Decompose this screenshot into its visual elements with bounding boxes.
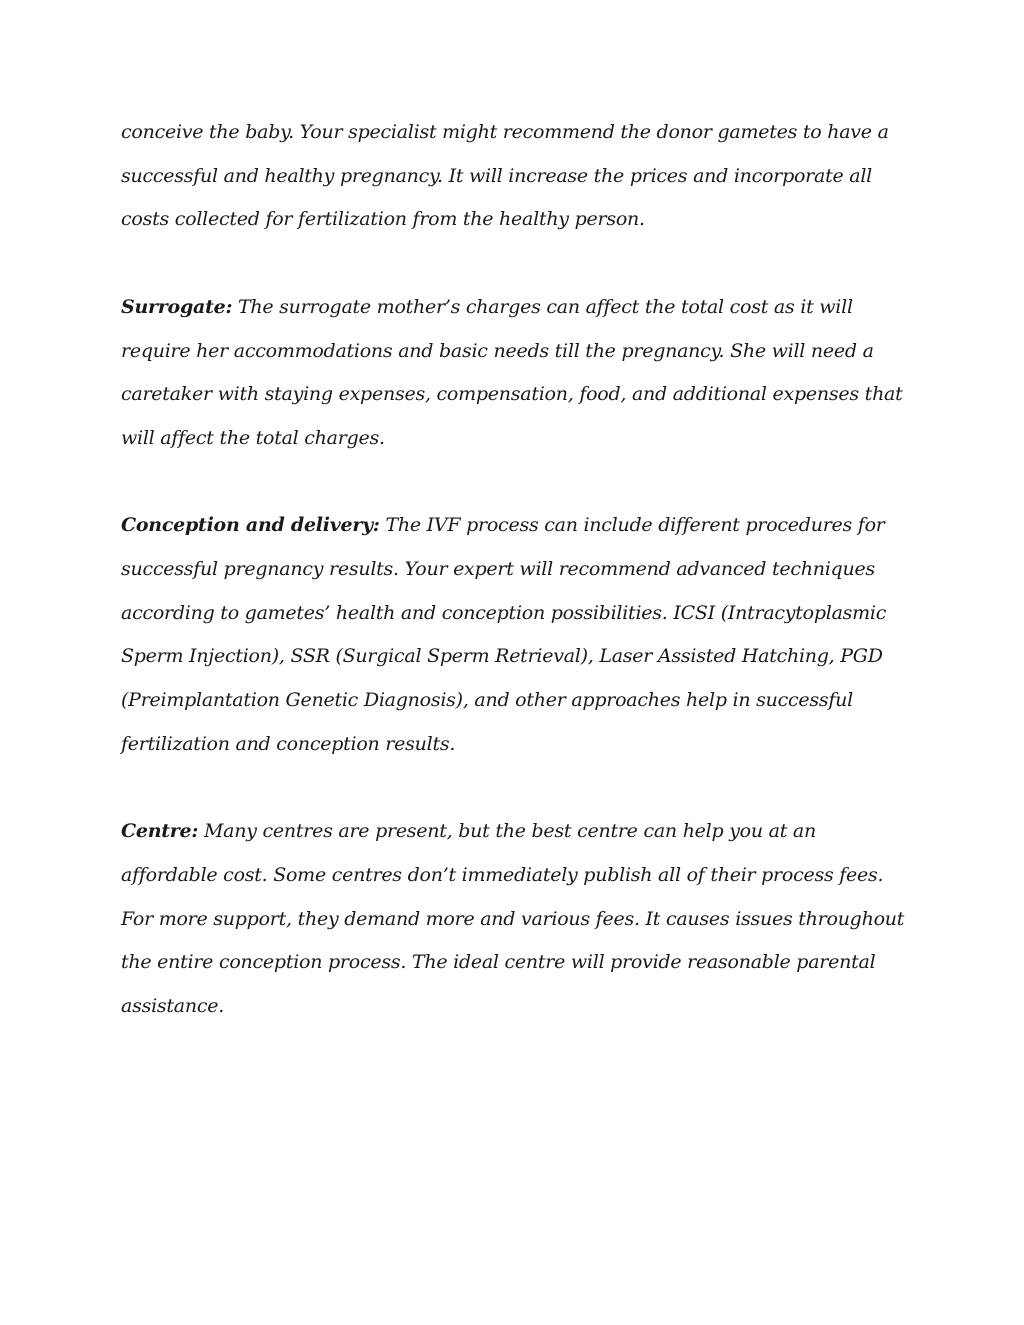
paragraph-heading-conception-delivery: Conception and delivery: xyxy=(121,514,380,537)
paragraph-centre xyxy=(121,810,911,1029)
paragraph-text: Many centres are present, but the best centre can help you at an affordable cost. Some centres don’t immediately publish all of their process fees. For more support, they demand more and various fees. It causes issues throughout the entire conception process. The ideal centre will provide reasonable parental assistance. xyxy=(121,820,905,1018)
document-body xyxy=(121,111,911,1072)
paragraph-heading-surrogate: Surrogate: xyxy=(121,295,233,318)
paragraph-donor-gametes xyxy=(121,111,911,242)
paragraph-heading-centre: Centre: xyxy=(121,820,199,843)
paragraph-text: The surrogate mother’s charges can affect the total cost as it will require her accommodations and basic needs till the pregnancy. She will need a caretaker with staying expenses, compensation, food, and additional expenses that will affect the total charges. xyxy=(121,295,903,449)
paragraph-text: The IVF process can include different procedures for successful pregnancy results. Your expert will recommend advanced techniques according to gametes’ health and conception possibilities. ICSI (Intracytoplasmic Sperm Injection), SSR (Surgical Sperm Retrieval), Laser Assisted Hatching, PGD (Preimplantation Genetic Diagnosis), and other approaches help in successful fertilization and conception results. xyxy=(121,514,887,755)
paragraph-surrogate xyxy=(121,286,911,461)
paragraph-conception-delivery xyxy=(121,504,911,766)
paragraph-text: conceive the baby. Your specialist might recommend the donor gametes to have a successful and healthy pregnancy. It will increase the prices and incorporate all costs collected for fertilization from the healthy person. xyxy=(121,121,889,231)
